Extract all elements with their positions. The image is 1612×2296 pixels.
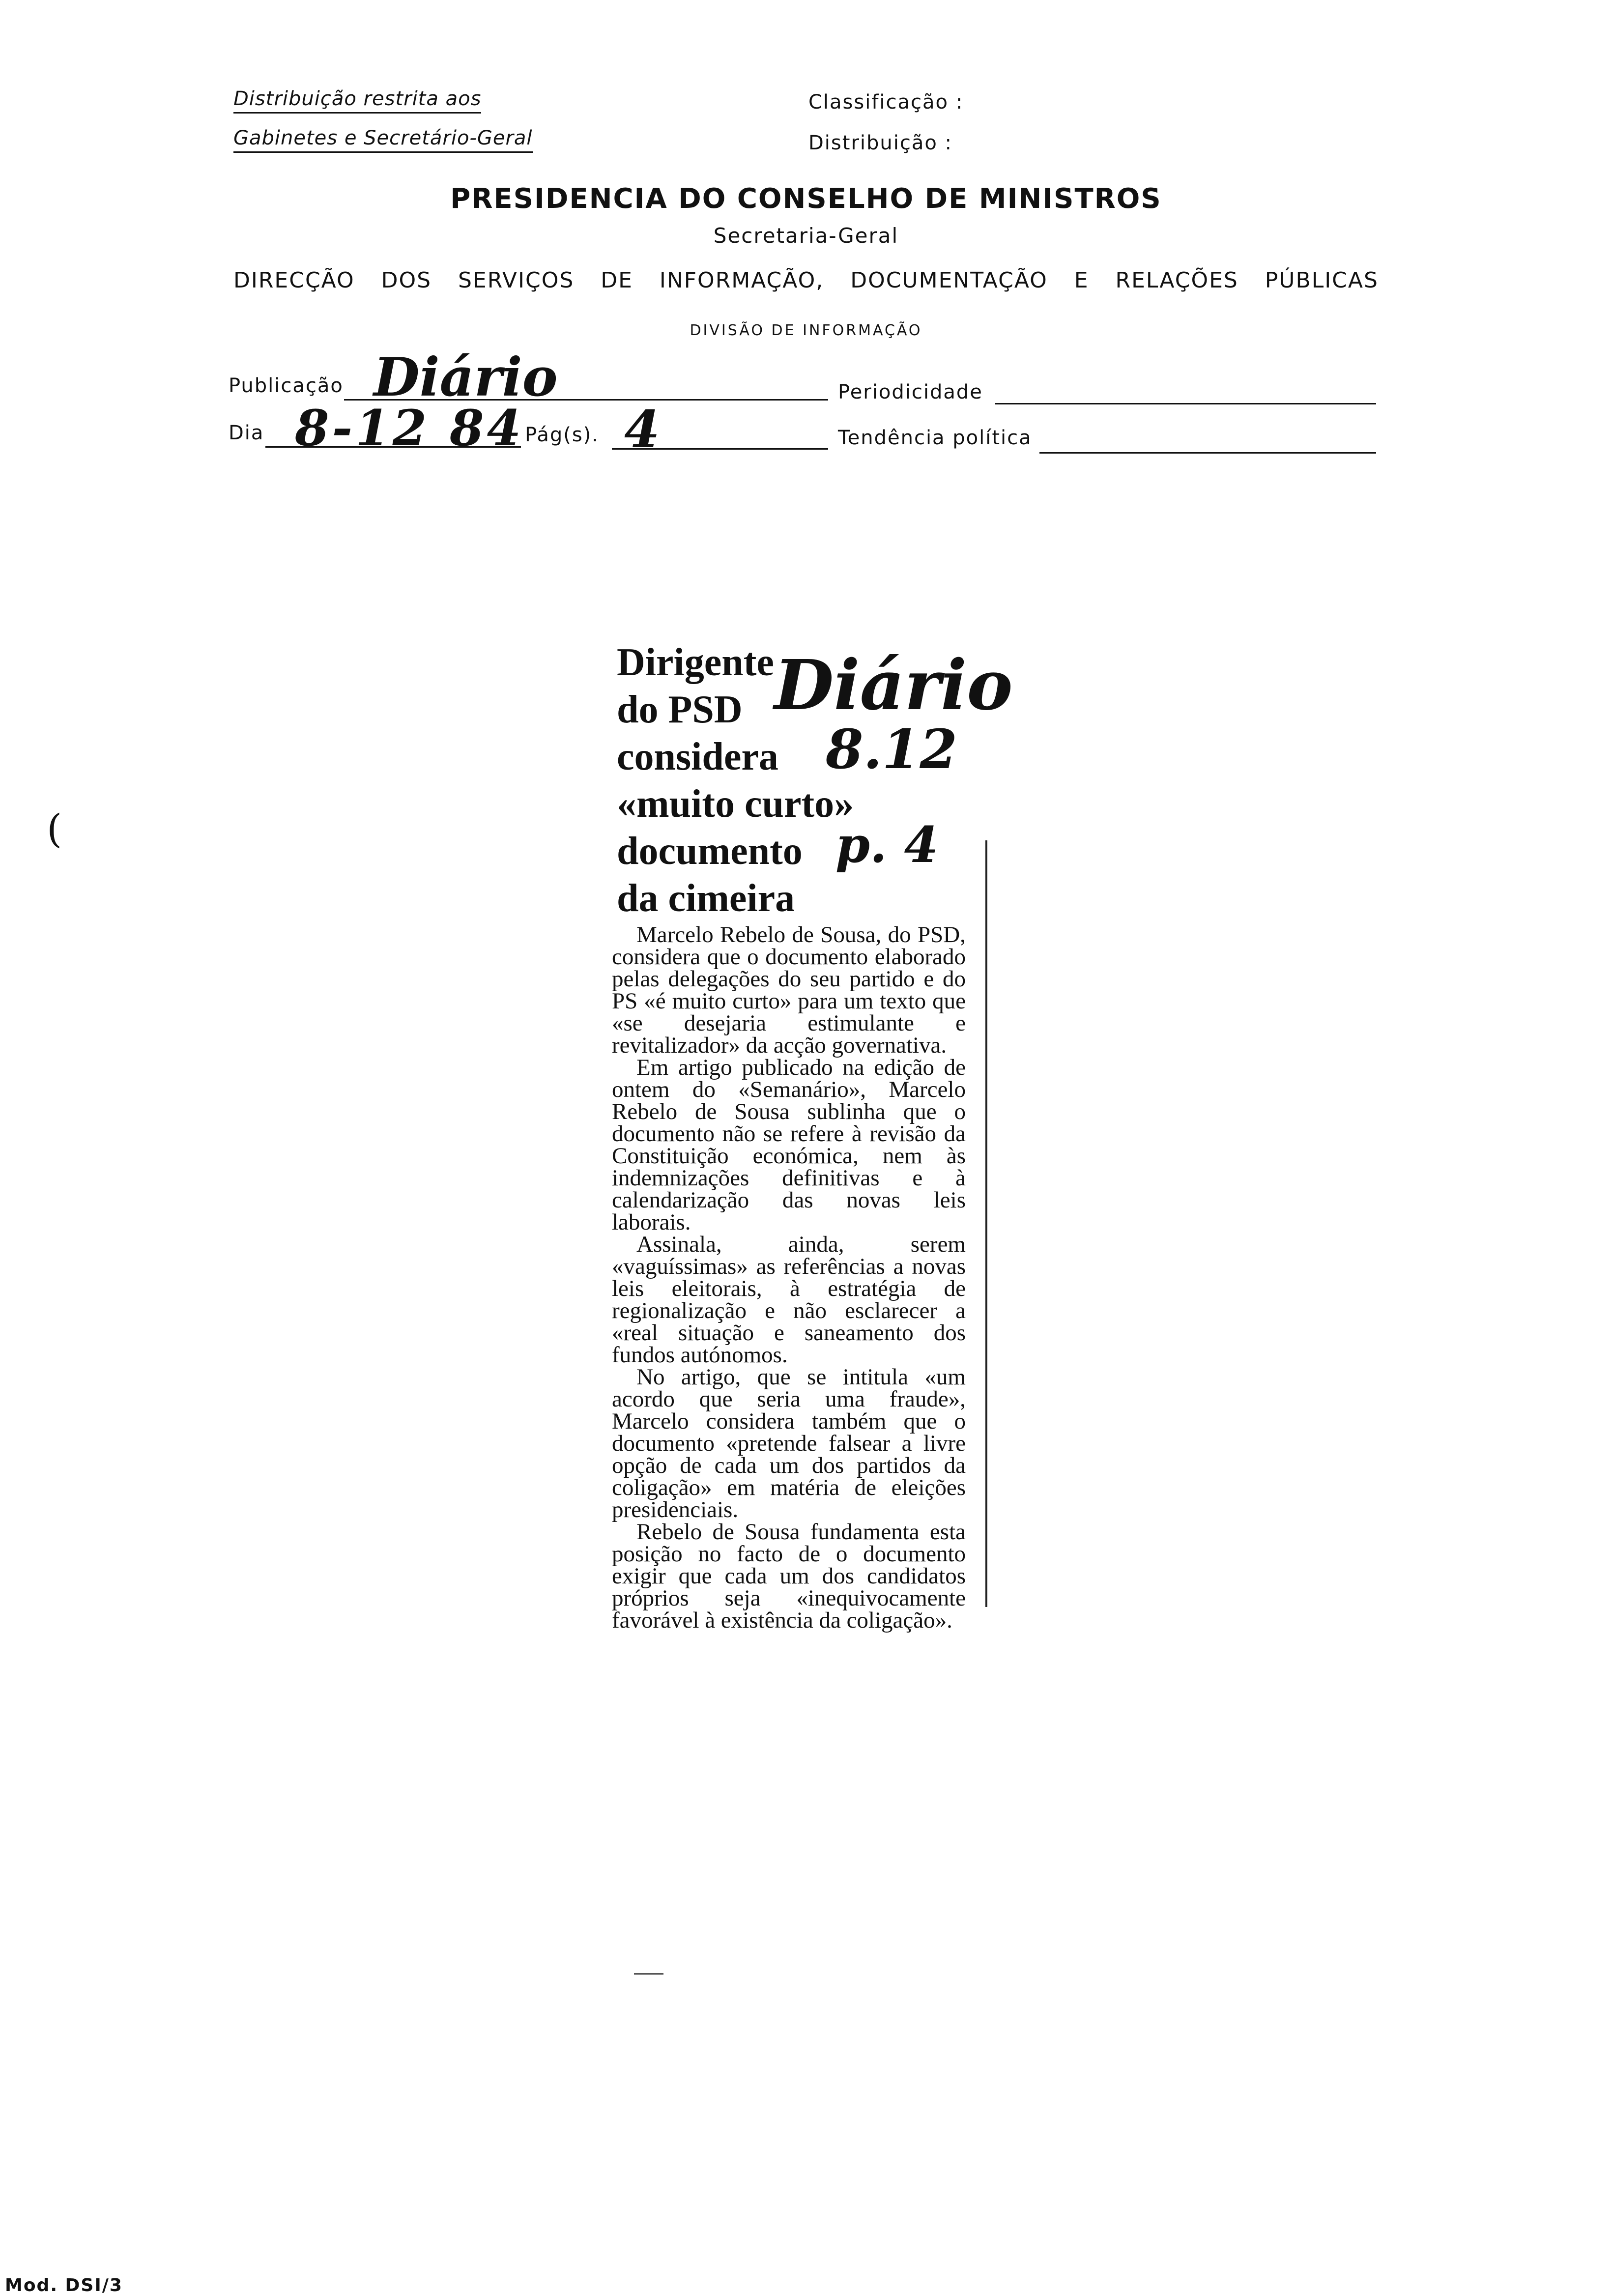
headline-line: Dirigente [617,641,774,684]
tendencia-line [1039,452,1376,454]
headline-line: «muito curto» [617,782,854,826]
divisao-label: DIVISÃO DE INFORMAÇÃO [690,322,922,339]
article-end-mark [634,1973,663,1975]
dia-handwritten: 8-12 84 [295,399,524,457]
headline-line: da cimeira [617,877,795,920]
distribution-line-1: Distribuição restrita aos [233,87,481,114]
periodicidade-line [995,403,1376,404]
direccao-word: DOS [381,268,432,293]
direccao-word: INFORMAÇÃO, [659,268,824,293]
direccao-word: RELAÇÕES [1115,268,1238,293]
direccao-line [233,268,1379,293]
office-title: PRESIDENCIA DO CONSELHO DE MINISTROS [450,183,1162,215]
article-paragraph: Rebelo de Sousa fundamenta esta posição no facto de o documento exigir que cada um dos candidatos próprios seja «inequivocamente favorável à existência da coligação». [612,1519,966,1633]
direccao-word: DIRECÇÃO [233,268,355,293]
direccao-word: SERVIÇOS [458,268,575,293]
direccao-word: DOCUMENTAÇÃO [850,268,1048,293]
margin-mark: ( [47,806,62,852]
classificacao-label: Classificação : [808,91,964,114]
article-paragraph: Assinala, ainda, serem «vaguíssimas» as referências a novas leis eleitorais, à estratégia de regionalização e não esclarecer a «real situação e saneamento dos fundos autónomos. [612,1232,966,1368]
headline-line: documento [617,830,803,873]
pags-label: Pág(s). [525,424,599,446]
direccao-word: PÚBLICAS [1265,268,1379,293]
article-body [612,924,966,1632]
headline-line: considera [617,735,778,778]
publicacao-label: Publicação [229,374,344,397]
form-code: Mod. DSI/3 [5,2275,123,2296]
distribution-line-2: Gabinetes e Secretário-Geral [233,127,533,153]
periodicidade-label: Periodicidade [838,381,983,403]
handwritten-page-note: p. 4 [835,816,939,874]
publicacao-handwritten: Diário [374,346,558,408]
headline-line: do PSD [617,688,743,731]
pags-handwritten: 4 [624,399,660,459]
handwritten-date-note: 8.12 [826,718,957,781]
office-subtitle: Secretaria-Geral [713,224,899,248]
handwritten-source-note: Diário [774,645,1013,726]
dia-label: Dia [229,422,264,444]
direccao-word: DE [601,268,633,293]
distribuicao-label: Distribuição : [808,132,953,154]
article-paragraph: Em artigo publicado na edição de ontem do «Semanário», Marcelo Rebelo de Sousa sublinha que o documento não se refere à revisão da Constituição económica, nem às indemnizações definitivas e à calendarização das novas leis laborais. [612,1055,966,1235]
article-paragraph: Marcelo Rebelo de Sousa, do PSD, considera que o documento elaborado pelas delegações do seu partido e do PS «é muito curto» para um texto que «se desejaria estimulante e revitalizador» da acção governativa. [612,922,966,1058]
direccao-word: E [1074,268,1089,293]
tendencia-label: Tendência política [838,427,1032,449]
article-paragraph: No artigo, que se intitula «um acordo que seria uma fraude», Marcelo considera também que o documento «pretende falsear a livre opção de cada um dos partidos da coligação» em matéria de eleições presidenciais. [612,1364,966,1522]
article-column-rule [985,840,987,1607]
